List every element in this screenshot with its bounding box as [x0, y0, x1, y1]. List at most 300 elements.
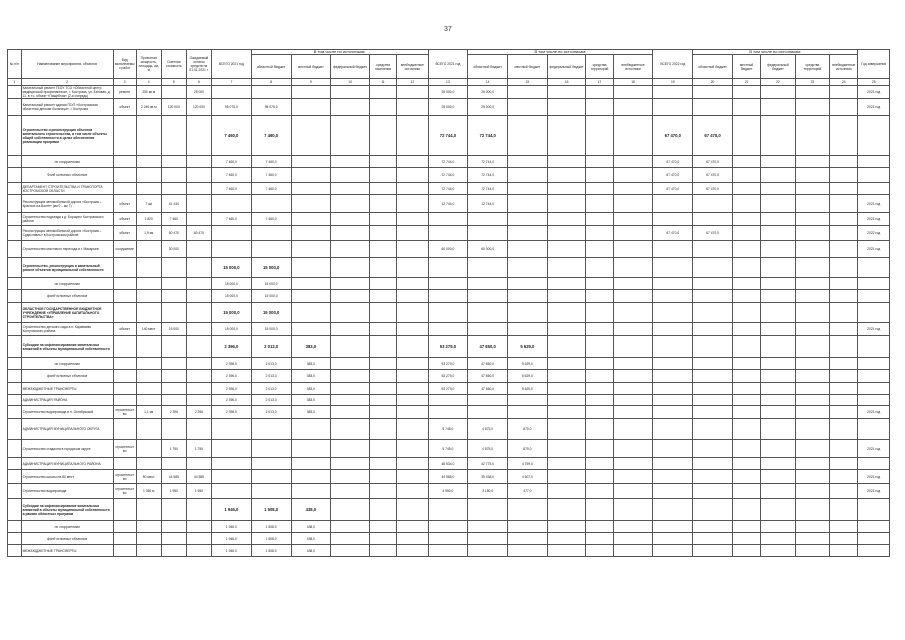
table-cell: [858, 383, 890, 395]
table-cell: 15 000,0: [212, 323, 252, 336]
table-cell: [653, 303, 693, 323]
table-cell: [369, 440, 396, 458]
table-cell: ремонт: [113, 86, 136, 99]
table-row: [8, 336, 890, 358]
table-cell: [8, 545, 22, 557]
column-number: 19: [653, 79, 693, 86]
table-cell: [830, 86, 858, 99]
header-num: № п/п: [8, 50, 22, 79]
table-cell: 2 396,0: [212, 358, 252, 370]
table-cell: 477,0: [508, 484, 548, 499]
row-name-cell: ОБЛАСТНОЕ ГОСУДАРСТВЕННОЕ БЮДЖЕТНОЕ УЧРЕЖДЕНИЕ «УПРАВЛЕНИЕ КАПИТАЛЬНОГО СТРОИТЕЛЬСТВА»: [21, 303, 113, 323]
table-cell: [291, 278, 331, 290]
table-cell: [397, 290, 428, 303]
column-number: 5: [161, 79, 186, 86]
table-cell: [428, 278, 468, 290]
table-cell: [428, 323, 468, 336]
table-cell: [858, 499, 890, 521]
table-cell: [613, 213, 653, 226]
column-number: 20: [693, 79, 733, 86]
table-cell: [508, 533, 548, 545]
table-cell: [331, 183, 370, 195]
table-cell: 7 460,0: [251, 168, 291, 183]
table-cell: [331, 383, 370, 395]
table-cell: 72 744,0: [428, 168, 468, 183]
table-cell: [136, 290, 161, 303]
row-name-cell: МЕЖБЮДЖЕТНЫЕ ТРАНСФЕРТЫ: [21, 383, 113, 395]
header-g2-territory: средства территорий: [586, 55, 613, 79]
table-cell: 60 000,0: [428, 241, 468, 258]
table-cell: [653, 533, 693, 545]
table-cell: [136, 521, 161, 533]
table-cell: [369, 470, 396, 484]
table-cell: [291, 290, 331, 303]
table-cell: [331, 521, 370, 533]
table-cell: [397, 458, 428, 470]
table-cell: 60 470: [186, 226, 211, 241]
table-cell: [331, 419, 370, 440]
table-cell: [508, 213, 548, 226]
table-cell: [613, 395, 653, 406]
table-cell: [732, 213, 760, 226]
table-cell: [291, 484, 331, 499]
table-cell: [613, 521, 653, 533]
table-cell: [397, 521, 428, 533]
header-total-2021b: ВСЕГО 2021 год: [428, 50, 468, 79]
table-cell: [547, 156, 586, 168]
table-cell: 7 460,0: [212, 156, 252, 168]
table-cell: [8, 183, 22, 195]
table-cell: [331, 484, 370, 499]
table-cell: [291, 258, 331, 278]
table-cell: [251, 419, 291, 440]
table-cell: [795, 156, 830, 168]
table-cell: [397, 116, 428, 156]
table-cell: 25 000,0: [468, 86, 508, 99]
table-cell: [830, 545, 858, 557]
table-cell: [8, 168, 22, 183]
table-cell: [795, 195, 830, 213]
table-cell: [547, 258, 586, 278]
header-g1-population: средства населения: [369, 55, 396, 79]
table-cell: [369, 213, 396, 226]
table-cell: [8, 470, 22, 484]
table-cell: [113, 278, 136, 290]
table-cell: [547, 484, 586, 499]
table-cell: [161, 258, 186, 278]
table-cell: [547, 499, 586, 521]
table-cell: [830, 358, 858, 370]
table-cell: [508, 278, 548, 290]
table-cell: [795, 521, 830, 533]
table-cell: [858, 290, 890, 303]
table-cell: 7 460,0: [212, 116, 252, 156]
table-cell: [369, 278, 396, 290]
table-cell: [161, 86, 186, 99]
table-row: [8, 545, 890, 557]
table-cell: объект: [113, 99, 136, 116]
table-cell: [858, 258, 890, 278]
table-cell: [291, 323, 331, 336]
table-cell: 72 744,0: [428, 156, 468, 168]
table-cell: [547, 323, 586, 336]
table-cell: [331, 213, 370, 226]
table-cell: [113, 370, 136, 383]
table-cell: 15 000,0: [212, 278, 252, 290]
table-cell: [761, 440, 796, 458]
table-cell: [468, 499, 508, 521]
table-cell: [586, 168, 613, 183]
table-cell: [795, 440, 830, 458]
table-cell: [186, 303, 211, 323]
table-cell: [761, 99, 796, 116]
table-cell: [428, 545, 468, 557]
table-cell: [331, 545, 370, 557]
table-cell: [508, 241, 548, 258]
table-cell: 12 744,0: [428, 195, 468, 213]
row-name-cell: Строительство школы на 80 мест: [21, 470, 113, 484]
table-cell: [795, 323, 830, 336]
table-cell: [8, 395, 22, 406]
column-number: 1: [8, 79, 22, 86]
table-cell: 1 946,0: [212, 499, 252, 521]
table-cell: [586, 278, 613, 290]
table-cell: 4 507,0: [508, 470, 548, 484]
table-cell: [761, 470, 796, 484]
header-remaining: Ожидаемый остаток средств на 01.01.2021 г.: [186, 50, 211, 79]
table-cell: [795, 213, 830, 226]
table-cell: 2 396,0: [212, 370, 252, 383]
table-cell: [186, 521, 211, 533]
table-cell: [858, 156, 890, 168]
table-cell: [830, 226, 858, 241]
header-total-2021: ВСЕГО 2021 год: [212, 50, 252, 79]
table-cell: [8, 323, 22, 336]
table-cell: [653, 419, 693, 440]
table-cell: [291, 99, 331, 116]
table-cell: [693, 521, 733, 533]
table-row: [8, 195, 890, 213]
table-cell: [795, 183, 830, 195]
table-cell: [761, 213, 796, 226]
table-cell: 4 875,0: [468, 419, 508, 440]
table-cell: [761, 336, 796, 358]
table-cell: [653, 458, 693, 470]
table-cell: [468, 323, 508, 336]
table-cell: [369, 116, 396, 156]
table-cell: [547, 521, 586, 533]
table-cell: [732, 258, 760, 278]
table-cell: [693, 499, 733, 521]
table-cell: [547, 383, 586, 395]
row-name-cell: Строительство, реконструкция и капитальный ремонт объектов муниципальной собственности: [21, 258, 113, 278]
table-cell: [732, 358, 760, 370]
table-cell: [397, 336, 428, 358]
table-row: [8, 406, 890, 419]
column-number: 16: [547, 79, 586, 86]
table-cell: [291, 303, 331, 323]
table-cell: [547, 440, 586, 458]
table-cell: [397, 383, 428, 395]
table-cell: [136, 440, 161, 458]
investment-table: [7, 49, 890, 557]
table-cell: [508, 406, 548, 419]
table-cell: [369, 226, 396, 241]
table-cell: [161, 499, 186, 521]
table-cell: 5 629,0: [508, 370, 548, 383]
table-cell: [251, 195, 291, 213]
column-number: 17: [586, 79, 613, 86]
table-cell: [613, 323, 653, 336]
table-cell: 67 470,0: [693, 168, 733, 183]
table-cell: [161, 278, 186, 290]
table-cell: [830, 370, 858, 383]
table-cell: [547, 241, 586, 258]
table-cell: [830, 303, 858, 323]
table-cell: [732, 156, 760, 168]
table-row: [8, 183, 890, 195]
table-cell: [613, 195, 653, 213]
table-cell: 44 585: [186, 470, 211, 484]
table-cell: 7 км: [136, 195, 161, 213]
table-cell: [761, 370, 796, 383]
table-cell: 870,0: [508, 419, 548, 440]
table-cell: [161, 533, 186, 545]
table-cell: [113, 419, 136, 440]
table-cell: [858, 336, 890, 358]
table-row: [8, 323, 890, 336]
table-cell: [508, 99, 548, 116]
table-cell: [212, 241, 252, 258]
table-cell: [468, 533, 508, 545]
table-cell: [369, 323, 396, 336]
table-cell: [508, 545, 548, 557]
table-cell: 870,0: [508, 440, 548, 458]
header-capacity: Проектная мощность, площадь, км, м: [136, 50, 161, 79]
table-cell: 438,0: [291, 545, 331, 557]
table-cell: [613, 440, 653, 458]
table-cell: [331, 86, 370, 99]
table-cell: [858, 395, 890, 406]
table-cell: [653, 278, 693, 290]
table-cell: [613, 458, 653, 470]
table-cell: строительство: [113, 440, 136, 458]
table-cell: 7 460,0: [251, 156, 291, 168]
table-cell: [186, 458, 211, 470]
table-cell: [161, 358, 186, 370]
table-cell: [251, 484, 291, 499]
table-cell: [397, 213, 428, 226]
table-cell: [186, 383, 211, 395]
table-cell: [369, 99, 396, 116]
table-cell: [653, 99, 693, 116]
table-cell: [397, 358, 428, 370]
table-cell: [291, 419, 331, 440]
column-number: 9: [291, 79, 331, 86]
column-number: 10: [331, 79, 370, 86]
table-cell: [693, 419, 733, 440]
table-cell: [428, 521, 468, 533]
table-cell: [331, 499, 370, 521]
table-cell: [428, 395, 468, 406]
header-name: Наименование мероприятия, объектов: [21, 50, 113, 79]
table-cell: [613, 336, 653, 358]
table-cell: 30 000: [161, 241, 186, 258]
table-cell: [732, 168, 760, 183]
table-cell: [858, 358, 890, 370]
table-cell: 72 744,0: [428, 183, 468, 195]
table-cell: [397, 370, 428, 383]
table-row: [8, 533, 890, 545]
table-cell: [653, 440, 693, 458]
table-cell: [113, 183, 136, 195]
table-cell: [586, 241, 613, 258]
table-cell: [795, 395, 830, 406]
table-cell: [653, 521, 693, 533]
table-cell: 1 508,0: [251, 545, 291, 557]
table-cell: [613, 470, 653, 484]
table-cell: [369, 168, 396, 183]
table-cell: [428, 258, 468, 278]
table-cell: [613, 290, 653, 303]
table-cell: 438,0: [291, 499, 331, 521]
row-name-cell: Строительство водопровода в п. Октябрьский: [21, 406, 113, 419]
table-cell: [136, 358, 161, 370]
table-row: [8, 290, 890, 303]
table-cell: [858, 458, 890, 470]
table-cell: [397, 278, 428, 290]
table-cell: [186, 213, 211, 226]
table-row: [8, 499, 890, 521]
table-cell: [613, 278, 653, 290]
table-cell: 1 750: [186, 440, 211, 458]
table-cell: [795, 99, 830, 116]
table-cell: [136, 370, 161, 383]
table-cell: 1 946,0: [212, 533, 252, 545]
header-g3-extra: внебюджетные источники: [830, 55, 858, 79]
table-cell: [428, 213, 468, 226]
table-cell: [113, 458, 136, 470]
table-cell: [732, 499, 760, 521]
header-g2-local: местный бюджет: [508, 55, 548, 79]
table-cell: 47 650,0: [468, 383, 508, 395]
table-cell: [468, 545, 508, 557]
table-cell: [830, 213, 858, 226]
column-number: 6: [186, 79, 211, 86]
table-cell: [468, 290, 508, 303]
table-cell: [586, 290, 613, 303]
table-cell: 2021 год: [858, 406, 890, 419]
table-cell: [136, 458, 161, 470]
table-cell: [161, 336, 186, 358]
table-cell: [830, 383, 858, 395]
table-cell: [468, 303, 508, 323]
table-cell: [858, 370, 890, 383]
table-cell: [161, 116, 186, 156]
table-cell: [331, 395, 370, 406]
table-cell: [8, 241, 22, 258]
column-number: 15: [508, 79, 548, 86]
header-g3-federal: федеральный бюджет: [761, 55, 796, 79]
table-cell: 39 438,0: [468, 470, 508, 484]
table-cell: [613, 484, 653, 499]
table-cell: [397, 533, 428, 545]
table-cell: [761, 545, 796, 557]
table-cell: [331, 168, 370, 183]
table-cell: [613, 499, 653, 521]
table-cell: [761, 241, 796, 258]
column-number: 4: [136, 79, 161, 86]
table-cell: [547, 406, 586, 419]
table-cell: 438,0: [291, 533, 331, 545]
table-cell: [113, 395, 136, 406]
table-cell: [547, 290, 586, 303]
table-cell: [136, 168, 161, 183]
table-cell: [795, 258, 830, 278]
table-cell: [653, 258, 693, 278]
table-cell: [113, 336, 136, 358]
table-cell: [830, 116, 858, 156]
table-cell: [291, 226, 331, 241]
table-cell: [613, 116, 653, 156]
table-cell: [653, 470, 693, 484]
table-row: [8, 458, 890, 470]
table-cell: [331, 358, 370, 370]
table-cell: [830, 406, 858, 419]
table-cell: [8, 370, 22, 383]
row-name-cell: АДМИНИСТРАЦИЯ МУНИЦИПАЛЬНОГО ОКРУГА: [21, 419, 113, 440]
table-cell: [547, 213, 586, 226]
table-cell: [397, 470, 428, 484]
table-cell: [186, 278, 211, 290]
table-cell: [830, 499, 858, 521]
table-cell: [8, 440, 22, 458]
table-row: [8, 258, 890, 278]
table-row: [8, 156, 890, 168]
table-cell: [369, 370, 396, 383]
header-sources-1: В том числе по источникам:: [251, 50, 428, 55]
table-cell: 1 508,0: [251, 521, 291, 533]
table-cell: [693, 395, 733, 406]
table-cell: 2 396: [186, 406, 211, 419]
table-cell: [113, 383, 136, 395]
table-cell: 15 000: [161, 323, 186, 336]
table-cell: [161, 521, 186, 533]
table-cell: [830, 168, 858, 183]
table-row: [8, 278, 890, 290]
table-cell: [186, 241, 211, 258]
table-cell: [761, 116, 796, 156]
table-cell: 25 000: [186, 86, 211, 99]
table-cell: [331, 440, 370, 458]
table-cell: [858, 521, 890, 533]
table-cell: [369, 290, 396, 303]
table-cell: 53 279,0: [428, 383, 468, 395]
table-cell: [113, 168, 136, 183]
table-cell: [8, 258, 22, 278]
table-cell: [8, 86, 22, 99]
table-cell: [795, 290, 830, 303]
table-cell: 140 мест: [136, 323, 161, 336]
table-cell: [795, 499, 830, 521]
table-cell: [397, 99, 428, 116]
table-cell: [251, 470, 291, 484]
table-cell: [136, 545, 161, 557]
table-cell: 2021 год: [858, 470, 890, 484]
row-name-cell: Реконструкция автомобильной дороги «Кострома – Судиславль» в Костромском районе: [21, 226, 113, 241]
table-cell: [653, 241, 693, 258]
table-cell: [161, 303, 186, 323]
